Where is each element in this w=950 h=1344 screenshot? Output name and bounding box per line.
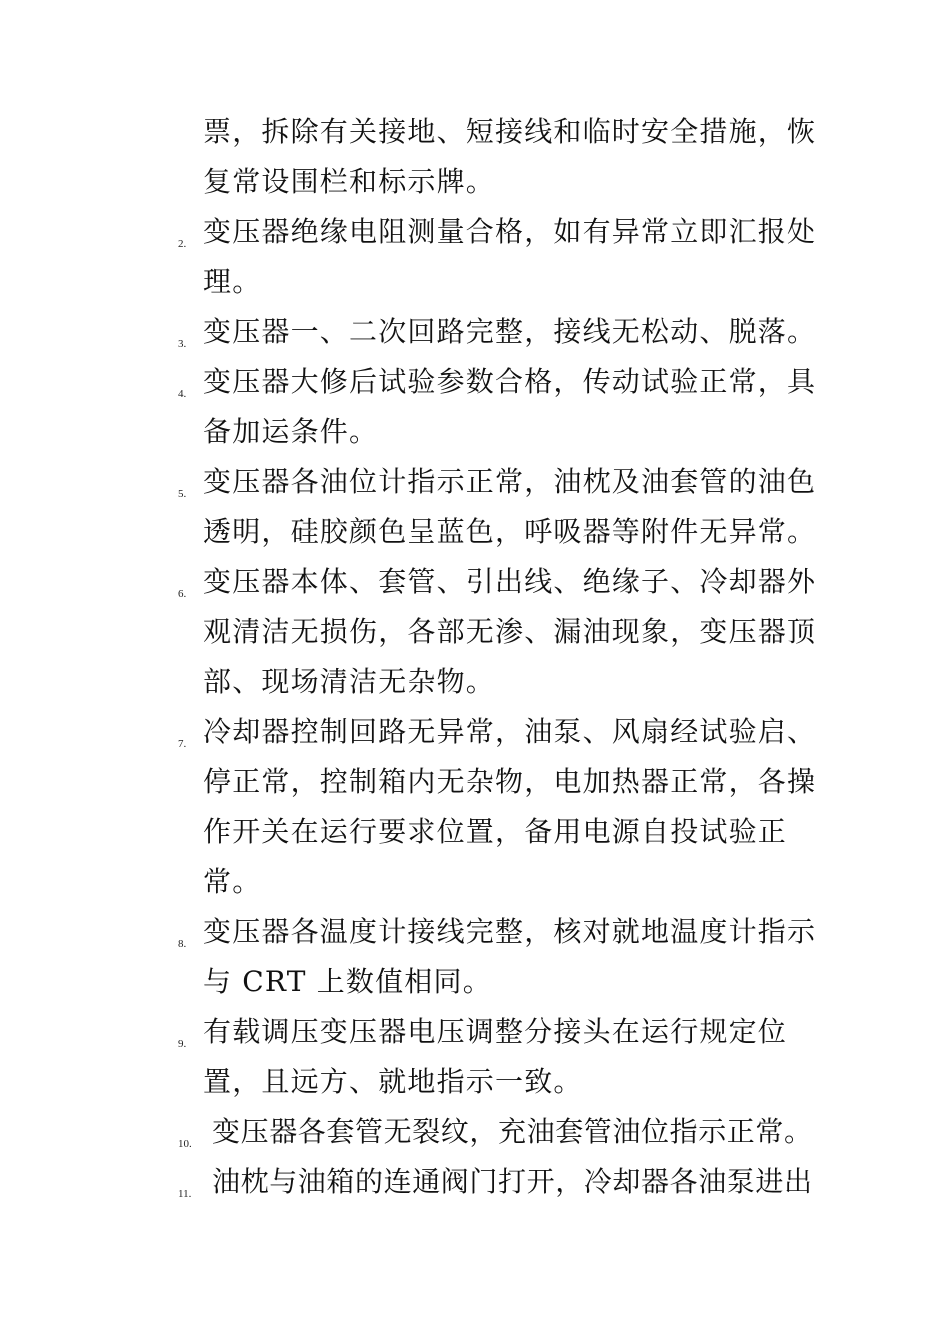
item-number-6: 6.	[178, 588, 187, 600]
item-7-line-1: 冷却器控制回路无异常，油泵、风扇经试验启、	[203, 715, 817, 748]
item-number-7: 7.	[178, 738, 187, 750]
item-6-line-3: 部、现场清洁无杂物。	[203, 665, 496, 698]
item-7-line-4: 常。	[203, 865, 262, 898]
item-number-3: 3.	[178, 338, 187, 350]
item-8-line-2: 与 CRT 上数值相同。	[203, 965, 492, 998]
item-9-line-2: 置，且远方、就地指示一致。	[203, 1065, 583, 1098]
item-4-line-1: 变压器大修后试验参数合格，传动试验正常，具	[203, 365, 817, 398]
item-10-line-1: 变压器各套管无裂纹，充油套管油位指示正常。	[212, 1115, 813, 1148]
item-8-line-1: 变压器各温度计接线完整，核对就地温度计指示	[203, 915, 817, 948]
item-number-8: 8.	[178, 938, 187, 950]
item-3-line-1: 变压器一、二次回路完整，接线无松动、脱落。	[203, 315, 817, 348]
item-number-4: 4.	[178, 388, 187, 400]
item-7-line-2: 停正常，控制箱内无杂物，电加热器正常，各操	[203, 765, 817, 798]
item-7-line-3: 作开关在运行要求位置，备用电源自投试验正	[203, 815, 788, 848]
item-6-line-1: 变压器本体、套管、引出线、绝缘子、冷却器外	[203, 565, 817, 598]
item-9-line-1: 有载调压变压器电压调整分接头在运行规定位	[203, 1015, 788, 1048]
item-number-11: 11.	[178, 1188, 192, 1200]
item-1-line-2: 复常设围栏和标示牌。	[203, 165, 496, 198]
item-6-line-2: 观清洁无损伤，各部无渗、漏油现象，变压器顶	[203, 615, 817, 648]
item-number-10: 10.	[178, 1138, 192, 1150]
item-5-line-1: 变压器各油位计指示正常，油枕及油套管的油色	[203, 465, 817, 498]
item-2-line-1: 变压器绝缘电阻测量合格，如有异常立即汇报处	[203, 215, 817, 248]
item-1-line-1: 票，拆除有关接地、短接线和临时安全措施，恢	[203, 115, 817, 148]
item-4-line-2: 备加运条件。	[203, 415, 379, 448]
item-number-5: 5.	[178, 488, 187, 500]
item-number-9: 9.	[178, 1038, 187, 1050]
item-11-line-1: 油枕与油箱的连通阀门打开，冷却器各油泵进出	[212, 1165, 813, 1198]
item-number-2: 2.	[178, 238, 187, 250]
item-2-line-2: 理。	[203, 265, 262, 298]
item-5-line-2: 透明，硅胶颜色呈蓝色，呼吸器等附件无异常。	[203, 515, 817, 548]
